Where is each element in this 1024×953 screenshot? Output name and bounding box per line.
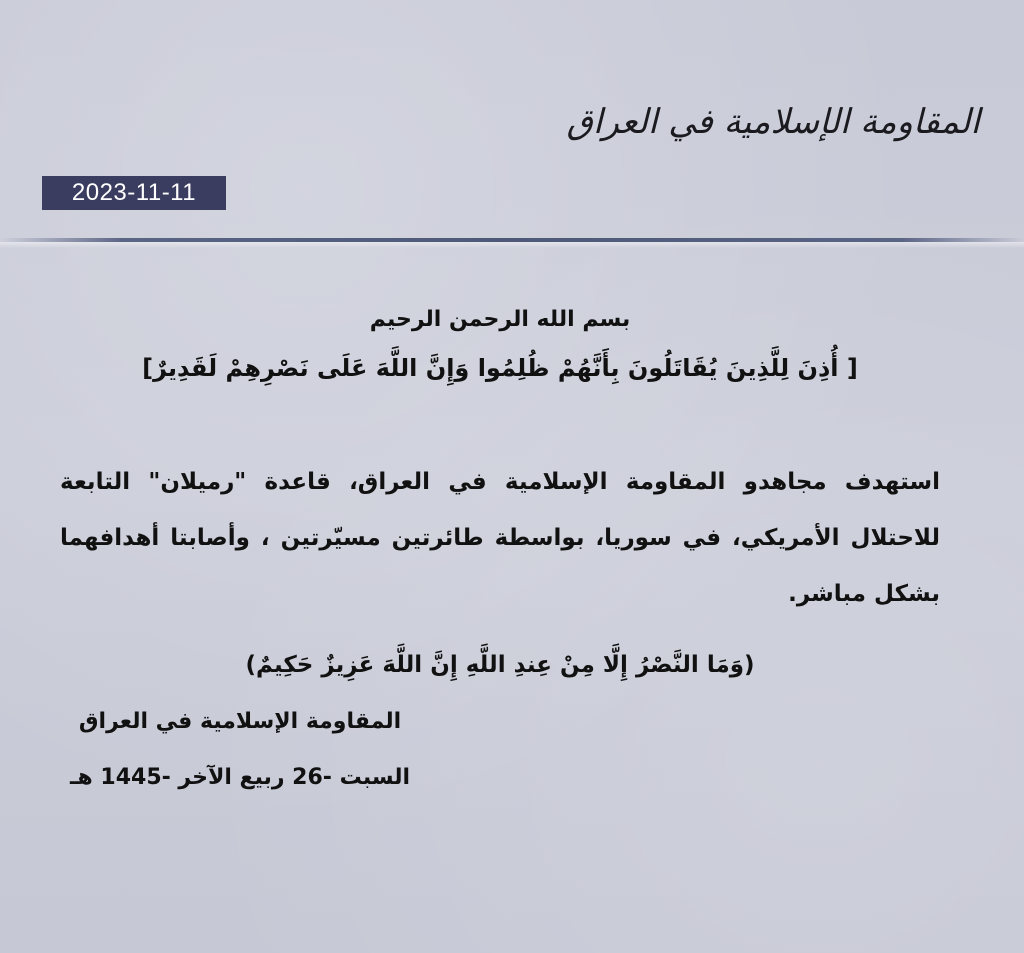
signature-organization: المقاومة الإسلامية في العراق [78, 709, 402, 734]
date-badge: 2023-11-11 [42, 176, 226, 210]
signature-hijri-date: السبت -26 ربيع الآخر -1445 هـ [69, 765, 411, 790]
organization-logo: المقاومة الإسلامية في العراق [566, 102, 980, 142]
basmala: بسم الله الرحمن الرحيم [369, 307, 631, 332]
header-divider-shadow [0, 242, 1024, 248]
opening-verse: [ أُذِنَ لِلَّذِينَ يُقَاتَلُونَ بِأَنَّهُمْ ظُلِمُوا وَإِنَّ اللَّهَ عَلَى نَصْرِهِمْ لَقَدِيرٌ] [142, 354, 858, 382]
statement-content [60, 300, 940, 690]
statement-body: استهدف مجاهدو المقاومة الإسلامية في العراق، قاعدة "رميلان" التابعة للاحتلال الأمريكي، في سوريا، بواسطة طائرتين مسيّرتين ، وأصابتا أهدافهما بشكل مباشر. [60, 469, 940, 607]
signature-block [60, 694, 420, 806]
closing-verse: (وَمَا النَّصْرُ إِلَّا مِنْ عِندِ اللَّهِ إِنَّ اللَّهَ عَزِيزٌ حَكِيمٌ) [245, 652, 755, 678]
